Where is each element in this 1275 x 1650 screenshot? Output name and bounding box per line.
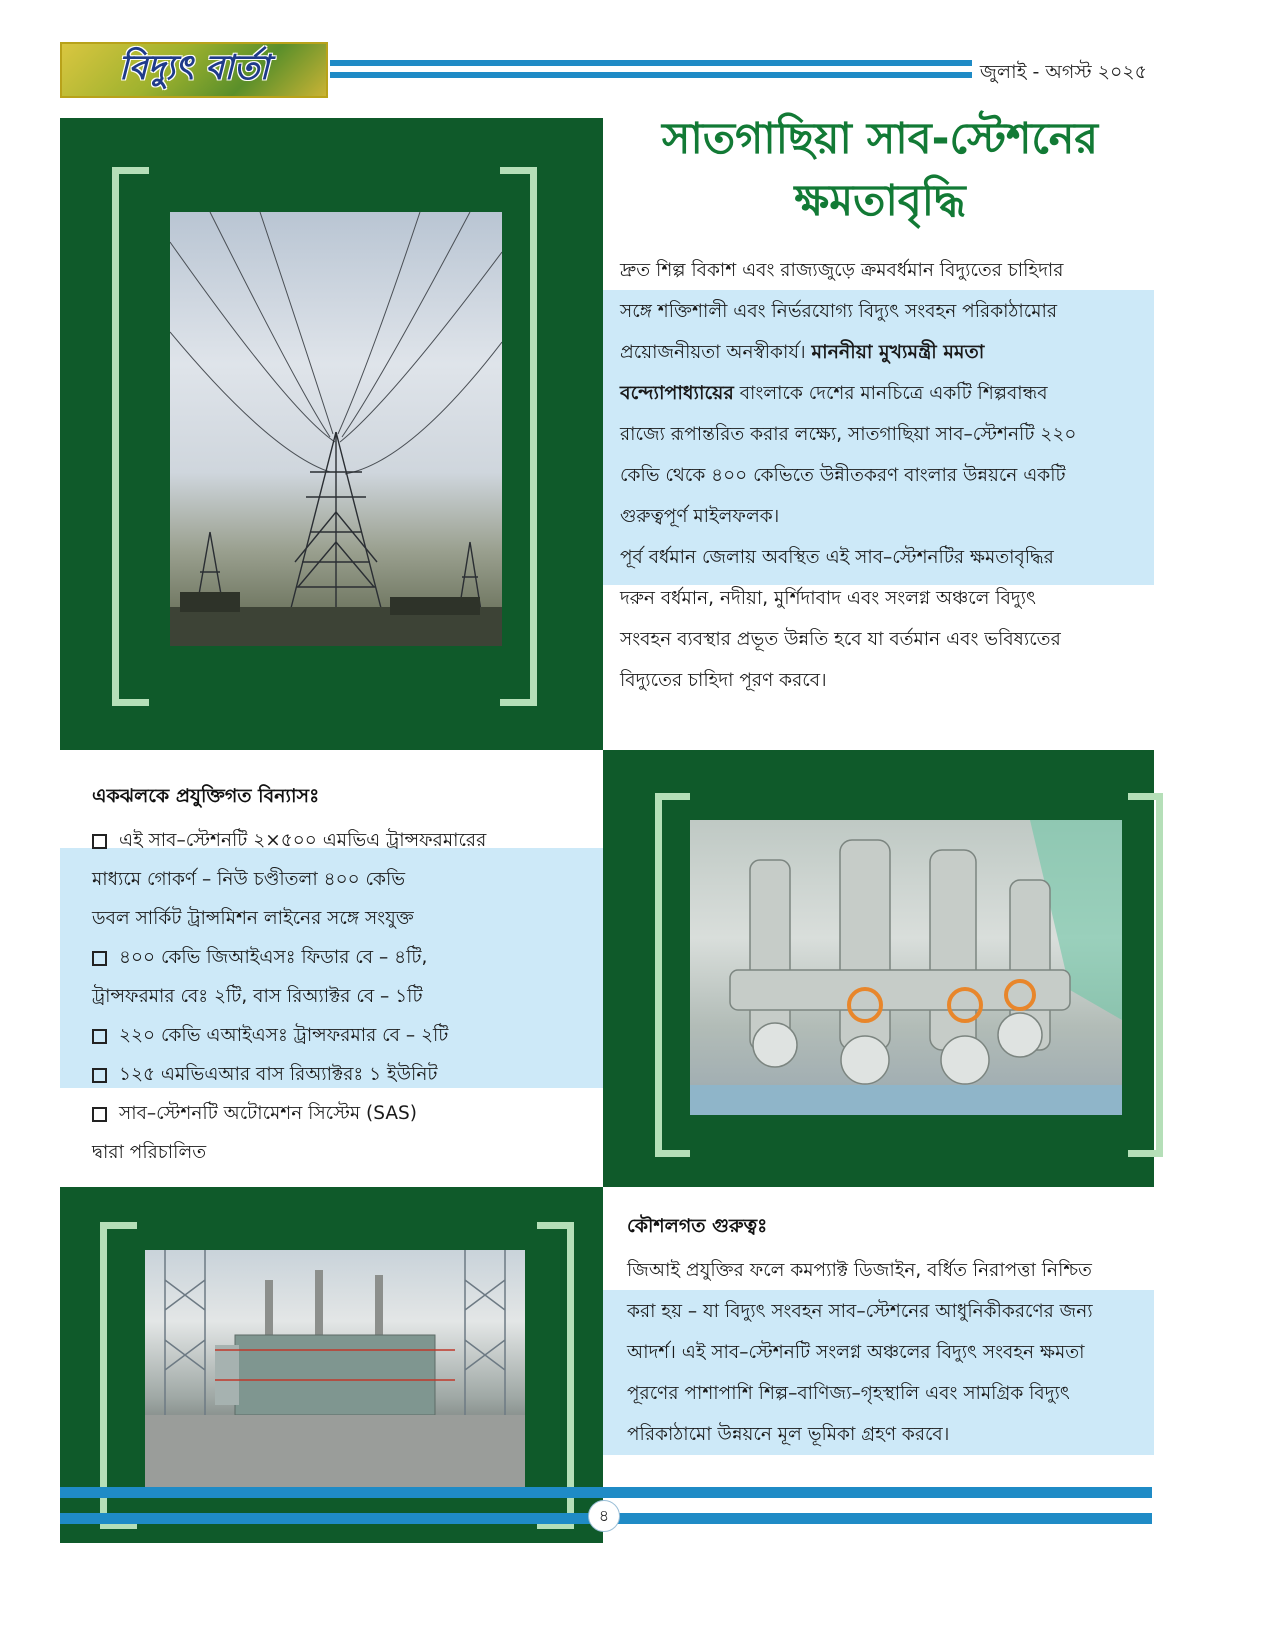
- title-line-2: ক্ষমতাবৃদ্ধি: [794, 176, 966, 226]
- frame-bracket-left: [100, 1222, 137, 1529]
- tech-line: ডবল সার্কিট ট্রান্সমিশন লাইনের সঙ্গে সংযুক্ত: [92, 908, 414, 929]
- chief-minister-surname: বন্দ্যোপাধ্যায়ের: [620, 382, 734, 404]
- checkbox-bullet-icon: [92, 834, 107, 849]
- frame-bracket-left: [655, 793, 690, 1157]
- gis-illustration: [690, 820, 1122, 1115]
- transformer-illustration: [145, 1250, 525, 1488]
- intro-line: কেভি থেকে ৪০০ কেভিতে উন্নীতকরণ বাংলার উন্নয়নে একটি: [620, 465, 1066, 486]
- tech-specs-list: [92, 820, 592, 1163]
- strategic-heading: কৌশলগত গুরুত্বঃ: [627, 1215, 768, 1237]
- tech-line: দ্বারা পরিচালিত: [92, 1142, 207, 1163]
- tech-line: এই সাব–স্টেশনটি ২×৫০০ এমভিএ ট্রান্সফরমারের: [119, 830, 487, 851]
- article-title: [600, 108, 1160, 232]
- tech-line: ট্রান্সফরমার বেঃ ২টি, বাস রিঅ্যাক্টর বে – ১টি: [92, 986, 423, 1007]
- tower-illustration: [170, 212, 502, 646]
- tech-line: মাধ্যমে গোকর্ণ – নিউ চণ্ডীতলা ৪০০ কেভি: [92, 869, 406, 890]
- frame-bracket-right: [500, 167, 537, 706]
- strategic-line: পূরণের পাশাপাশি শিল্প–বাণিজ্য–গৃহস্থালি এবং সামগ্রিক বিদ্যুৎ: [627, 1383, 1070, 1404]
- logo-text: বিদ্যুৎ বার্তা: [118, 47, 270, 88]
- strategic-line: আদর্শ। এই সাব–স্টেশনটি সংলগ্ন অঞ্চলের বিদ্যুৎ সংবহন ক্ষমতা: [627, 1342, 1085, 1363]
- tech-heading: একঝলকে প্রযুক্তিগত বিন্যাসঃ: [92, 785, 320, 807]
- tech-line: সাব–স্টেশনটি অটোমেশন সিস্টেম (SAS): [119, 1103, 417, 1124]
- frame-bracket-right: [1128, 793, 1163, 1157]
- frame-bracket-left: [112, 167, 149, 706]
- intro-line: সঙ্গে শক্তিশালী এবং নির্ভরযোগ্য বিদ্যুৎ সংবহন পরিকাঠামোর: [620, 301, 1058, 322]
- intro-line: দ্রুত শিল্প বিকাশ এবং রাজ্যজুড়ে ক্রমবর্ধমান বিদ্যুতের চাহিদার: [620, 260, 1064, 281]
- para2-line: বিদ্যুতের চাহিদা পূরণ করবে।: [620, 670, 827, 691]
- strategic-line: পরিকাঠামো উন্নয়নে মূল ভূমিকা গ্রহণ করবে।: [627, 1424, 950, 1445]
- intro-line: বাংলাকে দেশের মানচিত্রে একটি শিল্পবান্ধব: [739, 383, 1048, 404]
- intro-line: রাজ্যে রূপান্তরিত করার লক্ষ্যে, সাতগাছিয়া সাব–স্টেশনটি ২২০: [620, 424, 1077, 445]
- strategic-text: [627, 1250, 1147, 1460]
- footer-rule-top: [60, 1487, 1152, 1498]
- chief-minister-name: মাননীয়া মুখ্যমন্ত্রী মমতা: [811, 341, 985, 363]
- tech-line: ১২৫ এমভিএআর বাস রিঅ্যাক্টরঃ ১ ইউনিট: [119, 1064, 438, 1085]
- issue-date: জুলাই - অগস্ট ২০২৫: [972, 58, 1155, 90]
- intro-line: প্রয়োজনীয়তা অনস্বীকার্য।: [620, 342, 806, 363]
- title-line-1: সাতগাছিয়া সাব-স্টেশনের: [661, 114, 1099, 164]
- transmission-tower-photo: [170, 212, 502, 646]
- para2-line: সংবহন ব্যবস্থার প্রভূত উন্নতি হবে যা বর্তমান এবং ভবিষ্যতের: [620, 629, 1061, 650]
- checkbox-bullet-icon: [92, 1068, 107, 1083]
- checkbox-bullet-icon: [92, 951, 107, 966]
- strategic-line: করা হয় – যা বিদ্যুৎ সংবহন সাব–স্টেশনের আধুনিকীকরণের জন্য: [627, 1301, 1093, 1322]
- tech-line: ২২০ কেভি এআইএসঃ ট্রান্সফরমার বে – ২টি: [119, 1025, 449, 1046]
- transformer-yard-photo: [145, 1250, 525, 1488]
- gis-switchgear-photo: [690, 820, 1122, 1115]
- page-number: ৪: [588, 1500, 620, 1532]
- checkbox-bullet-icon: [92, 1107, 107, 1122]
- checkbox-bullet-icon: [92, 1029, 107, 1044]
- strategic-line: জিআই প্রযুক্তির ফলে কমপ্যাক্ট ডিজাইন, বর্ধিত নিরাপত্তা নিশ্চিত: [627, 1260, 1092, 1281]
- para2-line: পূর্ব বর্ধমান জেলায় অবস্থিত এই সাব–স্টেশনটির ক্ষমতাবৃদ্ধির: [620, 547, 1054, 568]
- tech-line: ৪০০ কেভি জিআইএসঃ ফিডার বে – ৪টি,: [119, 947, 428, 968]
- intro-text: [620, 250, 1150, 710]
- intro-line: গুরুত্বপূর্ণ মাইলফলক।: [620, 506, 780, 527]
- frame-bracket-right: [537, 1222, 574, 1529]
- para2-line: দরুন বর্ধমান, নদীয়া, মুর্শিদাবাদ এবং সংলগ্ন অঞ্চলে বিদ্যুৎ: [620, 588, 1036, 609]
- magazine-logo: [60, 42, 328, 98]
